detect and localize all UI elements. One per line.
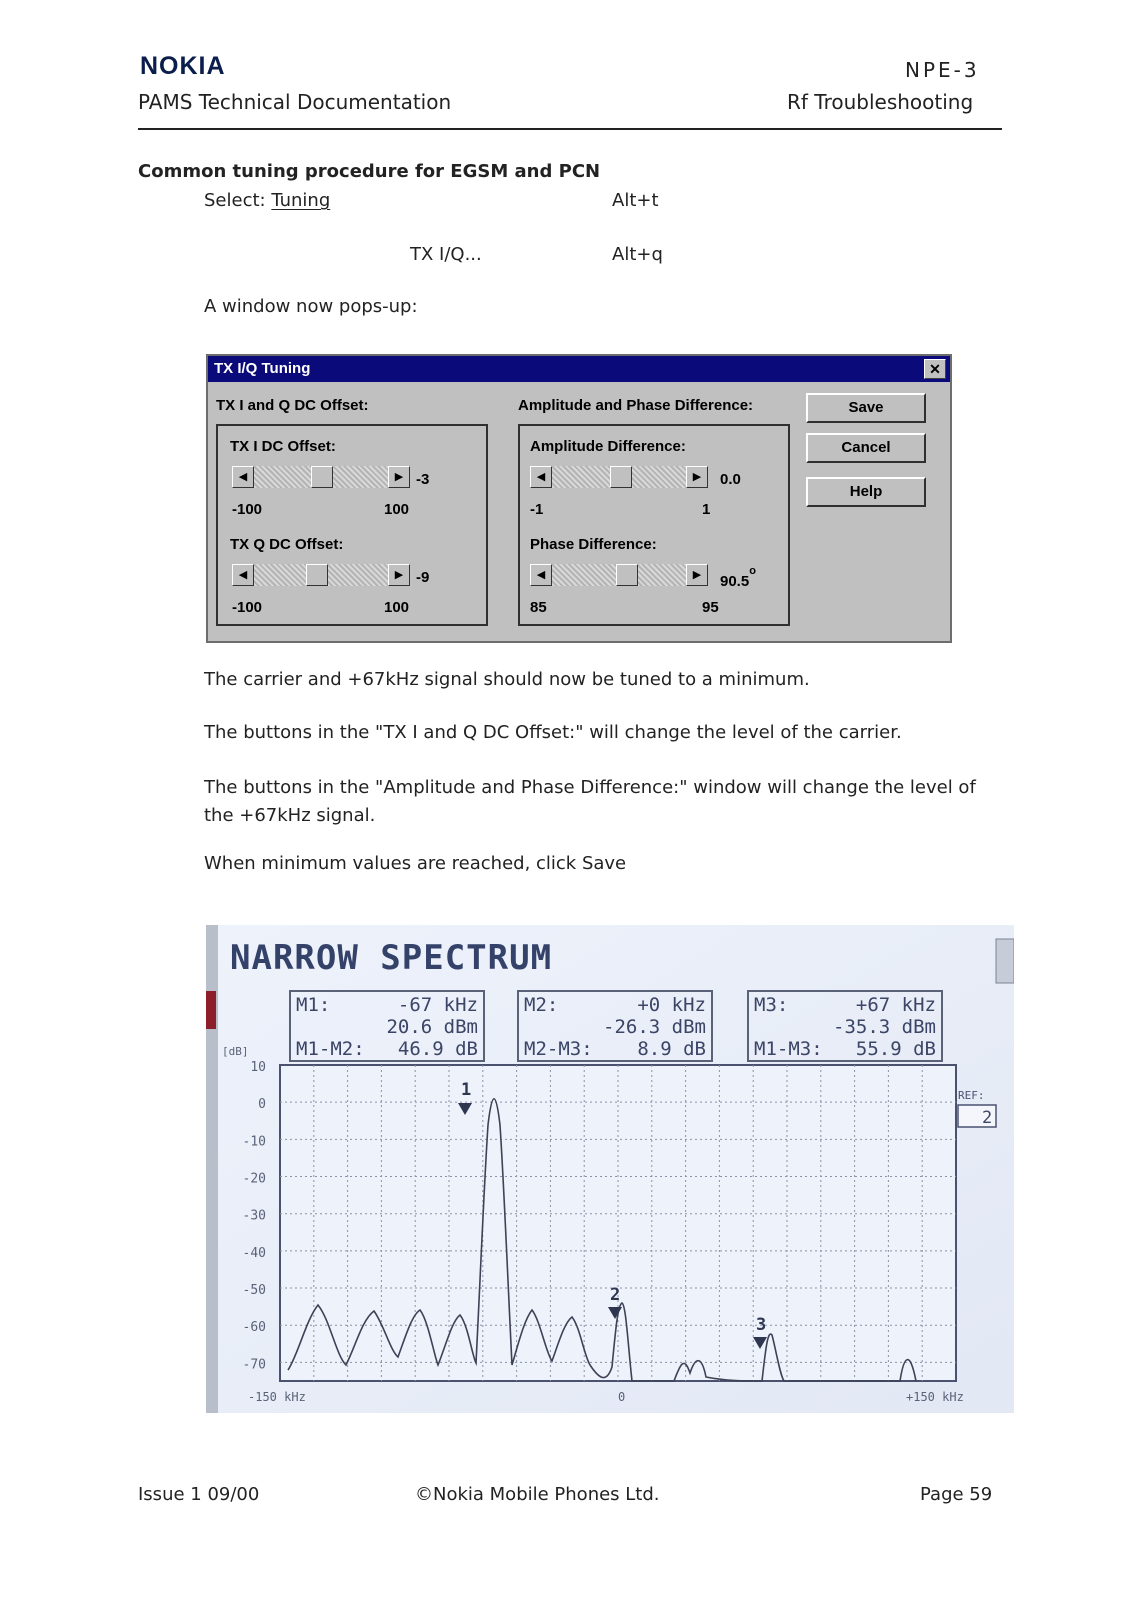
m2-freq: +0 kHz: [637, 994, 706, 1016]
slider-right-arrow-icon[interactable]: ▶: [686, 466, 708, 488]
popup-note: A window now pops-up:: [204, 296, 418, 317]
x-tick-label: +150 kHz: [906, 1390, 964, 1404]
slider-left-arrow-icon[interactable]: ◀: [530, 466, 552, 488]
y-tick-label: -50: [242, 1283, 266, 1299]
phase-diff-label: Phase Difference:: [530, 536, 657, 553]
m1-diff-label: M1-M2:: [296, 1038, 365, 1060]
tx-i-offset-label: TX I DC Offset:: [230, 438, 336, 455]
plot-area: [280, 1065, 956, 1381]
ref-label: REF:: [958, 1089, 985, 1102]
phase-diff-max: 95: [702, 599, 719, 616]
tx-i-offset-value: -3: [416, 471, 430, 488]
slider-left-arrow-icon[interactable]: ◀: [530, 564, 552, 586]
m3-diff-label: M1-M3:: [754, 1038, 823, 1060]
slider-thumb[interactable]: [616, 564, 638, 586]
header-rule: [138, 128, 1002, 130]
y-tick-label: -10: [242, 1134, 266, 1150]
screen-left-marker: [206, 991, 216, 1029]
footer-page-number: Page 59: [920, 1484, 993, 1505]
spectrum-title: NARROW SPECTRUM: [230, 938, 553, 978]
m1-freq: -67 kHz: [397, 994, 478, 1016]
slider-left-arrow-icon[interactable]: ◀: [232, 466, 254, 488]
marker-3-label: 3: [756, 1315, 767, 1335]
m2-diff: 8.9 dB: [637, 1038, 706, 1060]
amp-phase-group-label: Amplitude and Phase Difference:: [518, 397, 754, 414]
dc-offset-group-label: TX I and Q DC Offset:: [216, 397, 369, 414]
section-title: Rf Troubleshooting: [787, 90, 974, 114]
document-title: PAMS Technical Documentation: [138, 90, 452, 114]
slider-thumb[interactable]: [610, 466, 632, 488]
shortcut-alt-q: Alt+q: [612, 244, 663, 265]
amplitude-diff-value: 0.0: [720, 471, 741, 488]
y-tick-label: -40: [242, 1245, 266, 1261]
y-tick-label: -70: [242, 1357, 266, 1373]
marker-1-label: 1: [461, 1080, 472, 1100]
phase-diff-number: 90.5: [720, 573, 750, 590]
tx-i-offset-slider[interactable]: [232, 466, 410, 488]
m2-name: M2:: [524, 994, 559, 1016]
y-tick-label: 0: [258, 1097, 266, 1113]
amplitude-diff-slider[interactable]: [530, 466, 708, 488]
m2-diff-label: M2-M3:: [524, 1038, 593, 1060]
paragraph-carrier: The carrier and +67kHz signal should now be tuned to a minimum.: [204, 669, 810, 690]
marker-2-label: 2: [610, 1285, 621, 1305]
m3-level: -35.3 dBm: [833, 1016, 936, 1038]
dialog-title-bar: TX I/Q Tuning: [208, 356, 950, 382]
slider-right-arrow-icon[interactable]: ▶: [388, 564, 410, 586]
y-axis-unit: [dB]: [222, 1045, 249, 1058]
amp-phase-group: [518, 424, 790, 626]
select-label: Select:: [204, 190, 272, 211]
dc-offset-group: [216, 424, 488, 626]
amplitude-diff-max: 1: [702, 501, 711, 518]
phase-diff-value: [720, 565, 756, 590]
m1-name: M1:: [296, 994, 331, 1016]
y-tick-label: -60: [242, 1320, 266, 1336]
m3-name: M3:: [754, 994, 789, 1016]
paragraph-dc-offset: The buttons in the "TX I and Q DC Offset:" will change the level of the carrier.: [204, 722, 902, 743]
tx-q-offset-max: 100: [384, 599, 410, 616]
cancel-button[interactable]: Cancel: [806, 433, 926, 463]
amplitude-diff-label: Amplitude Difference:: [530, 438, 686, 455]
procedure-heading: Common tuning procedure for EGSM and PCN: [138, 161, 601, 182]
x-tick-label: 0: [618, 1390, 626, 1404]
y-tick-label: 10: [250, 1060, 266, 1075]
tx-q-offset-slider[interactable]: [232, 564, 410, 586]
m1-diff: 46.9 dB: [397, 1038, 478, 1060]
phase-diff-min: 85: [530, 599, 547, 616]
tx-q-offset-label: TX Q DC Offset:: [230, 536, 344, 553]
slider-thumb[interactable]: [311, 466, 333, 488]
nokia-logo: NOKIA: [140, 52, 226, 80]
ref-value: 2: [982, 1108, 993, 1128]
screen-right-softkey: [996, 939, 1014, 983]
m1-level: 20.6 dBm: [386, 1016, 478, 1038]
slider-thumb[interactable]: [306, 564, 328, 586]
tx-i-offset-min: -100: [232, 501, 263, 518]
slider-left-arrow-icon[interactable]: ◀: [232, 564, 254, 586]
tx-q-offset-value: -9: [416, 569, 430, 586]
m3-diff: 55.9 dB: [855, 1038, 936, 1060]
phase-diff-slider[interactable]: [530, 564, 708, 586]
x-tick-label: -150 kHz: [248, 1390, 306, 1404]
amplitude-diff-min: -1: [530, 501, 544, 518]
paragraph-save: When minimum values are reached, click Save: [204, 853, 627, 874]
close-icon[interactable]: ✕: [924, 359, 946, 379]
slider-right-arrow-icon[interactable]: ▶: [686, 564, 708, 586]
degree-symbol: o: [749, 565, 756, 577]
slider-right-arrow-icon[interactable]: ▶: [388, 466, 410, 488]
help-button[interactable]: Help: [806, 477, 926, 507]
model-number: NPE-3: [905, 58, 980, 82]
footer-issue: Issue 1 09/00: [138, 1484, 260, 1505]
m3-freq: +67 kHz: [855, 994, 936, 1016]
tx-iq-tuning-dialog: [206, 354, 952, 643]
tx-q-offset-min: -100: [232, 599, 263, 616]
y-tick-label: -20: [242, 1171, 266, 1187]
narrow-spectrum-screen: [206, 925, 1014, 1413]
m2-level: -26.3 dBm: [603, 1016, 706, 1038]
select-instruction: [204, 190, 330, 211]
menu-item-tx-iq: TX I/Q...: [410, 244, 482, 265]
menu-item-tuning: Tuning: [271, 190, 331, 211]
paragraph-amp-phase: The buttons in the "Amplitude and Phase Difference:" window will change the level of the +67kHz signal.: [204, 777, 976, 826]
tx-i-offset-max: 100: [384, 501, 410, 518]
save-button[interactable]: Save: [806, 393, 926, 423]
footer-copyright: ©Nokia Mobile Phones Ltd.: [415, 1484, 660, 1505]
y-tick-label: -30: [242, 1208, 266, 1224]
shortcut-alt-t: Alt+t: [612, 190, 659, 211]
